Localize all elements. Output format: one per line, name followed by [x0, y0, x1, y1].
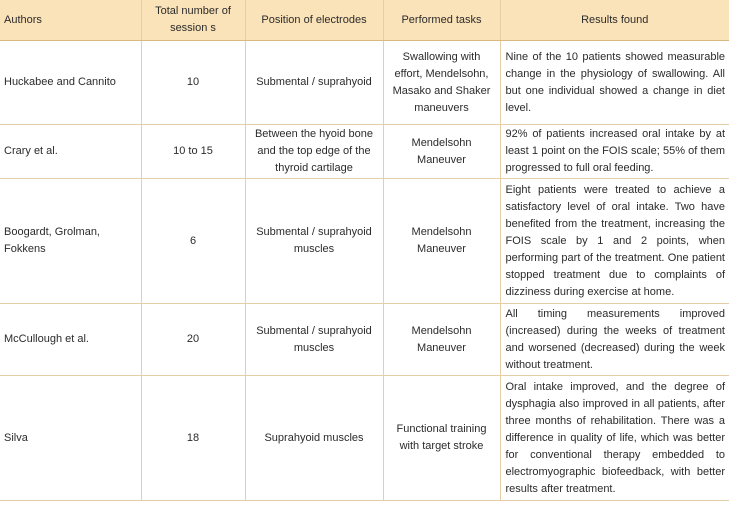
cell-sessions: 20 — [141, 304, 245, 376]
cell-sessions: 10 — [141, 41, 245, 125]
cell-position: Suprahyoid muscles — [245, 376, 383, 501]
cell-tasks: Functional training with target stroke — [383, 376, 500, 501]
header-performed-tasks: Performed tasks — [383, 0, 500, 41]
table-body — [0, 41, 729, 501]
cell-authors: McCullough et al. — [0, 304, 141, 376]
table-row — [0, 41, 729, 125]
cell-results: Oral intake improved, and the degree of dysphagia also improved in all patients, after three months of rehabilitation. There was a difference in quality of life, which was better for conventional therapy embedded to electromyographic biofeedback, with better results after treatment. — [500, 376, 729, 501]
cell-position: Submental / suprahyoid muscles — [245, 304, 383, 376]
header-position-electrodes: Position of electrodes — [245, 0, 383, 41]
cell-results: 92% of patients increased oral intake by at least 1 point on the FOIS scale; 55% of them progressed to full oral feeding. — [500, 125, 729, 179]
cell-sessions: 10 to 15 — [141, 125, 245, 179]
cell-authors: Huckabee and Cannito — [0, 41, 141, 125]
cell-authors: Boogardt, Grolman, Fokkens — [0, 179, 141, 304]
cell-results: Nine of the 10 patients showed measurable change in the physiology of swallowing. All but one individual showed a change in diet level. — [500, 41, 729, 125]
cell-position: Between the hyoid bone and the top edge of the thyroid cartilage — [245, 125, 383, 179]
cell-tasks: Mendelsohn Maneuver — [383, 179, 500, 304]
header-authors: Authors — [0, 0, 141, 41]
table-row — [0, 304, 729, 376]
cell-authors: Crary et al. — [0, 125, 141, 179]
table-header — [0, 0, 729, 41]
header-total-sessions: Total number of session s — [141, 0, 245, 41]
cell-results: Eight patients were treated to achieve a satisfactory level of oral intake. Two have benefited from the treatment, increasing the FOIS scale by 1 and 2 points, when performing part of the treatment. One patient stopped treatment due to complaints of dizziness during exercise at home. — [500, 179, 729, 304]
header-results-found: Results found — [500, 0, 729, 41]
cell-position: Submental / suprahyoid muscles — [245, 179, 383, 304]
cell-sessions: 6 — [141, 179, 245, 304]
cell-position: Submental / suprahyoid — [245, 41, 383, 125]
cell-results: All timing measurements improved (increased) during the weeks of treatment and worsened (decreased) during the week without treatment. — [500, 304, 729, 376]
cell-tasks: Mendelsohn Maneuver — [383, 304, 500, 376]
cell-tasks: Mendelsohn Maneuver — [383, 125, 500, 179]
cell-tasks: Swallowing with effort, Mendelsohn, Masako and Shaker maneuvers — [383, 41, 500, 125]
table-row — [0, 179, 729, 304]
table-row — [0, 125, 729, 179]
header-row — [0, 0, 729, 41]
table-row — [0, 376, 729, 501]
cell-authors: Silva — [0, 376, 141, 501]
cell-sessions: 18 — [141, 376, 245, 501]
